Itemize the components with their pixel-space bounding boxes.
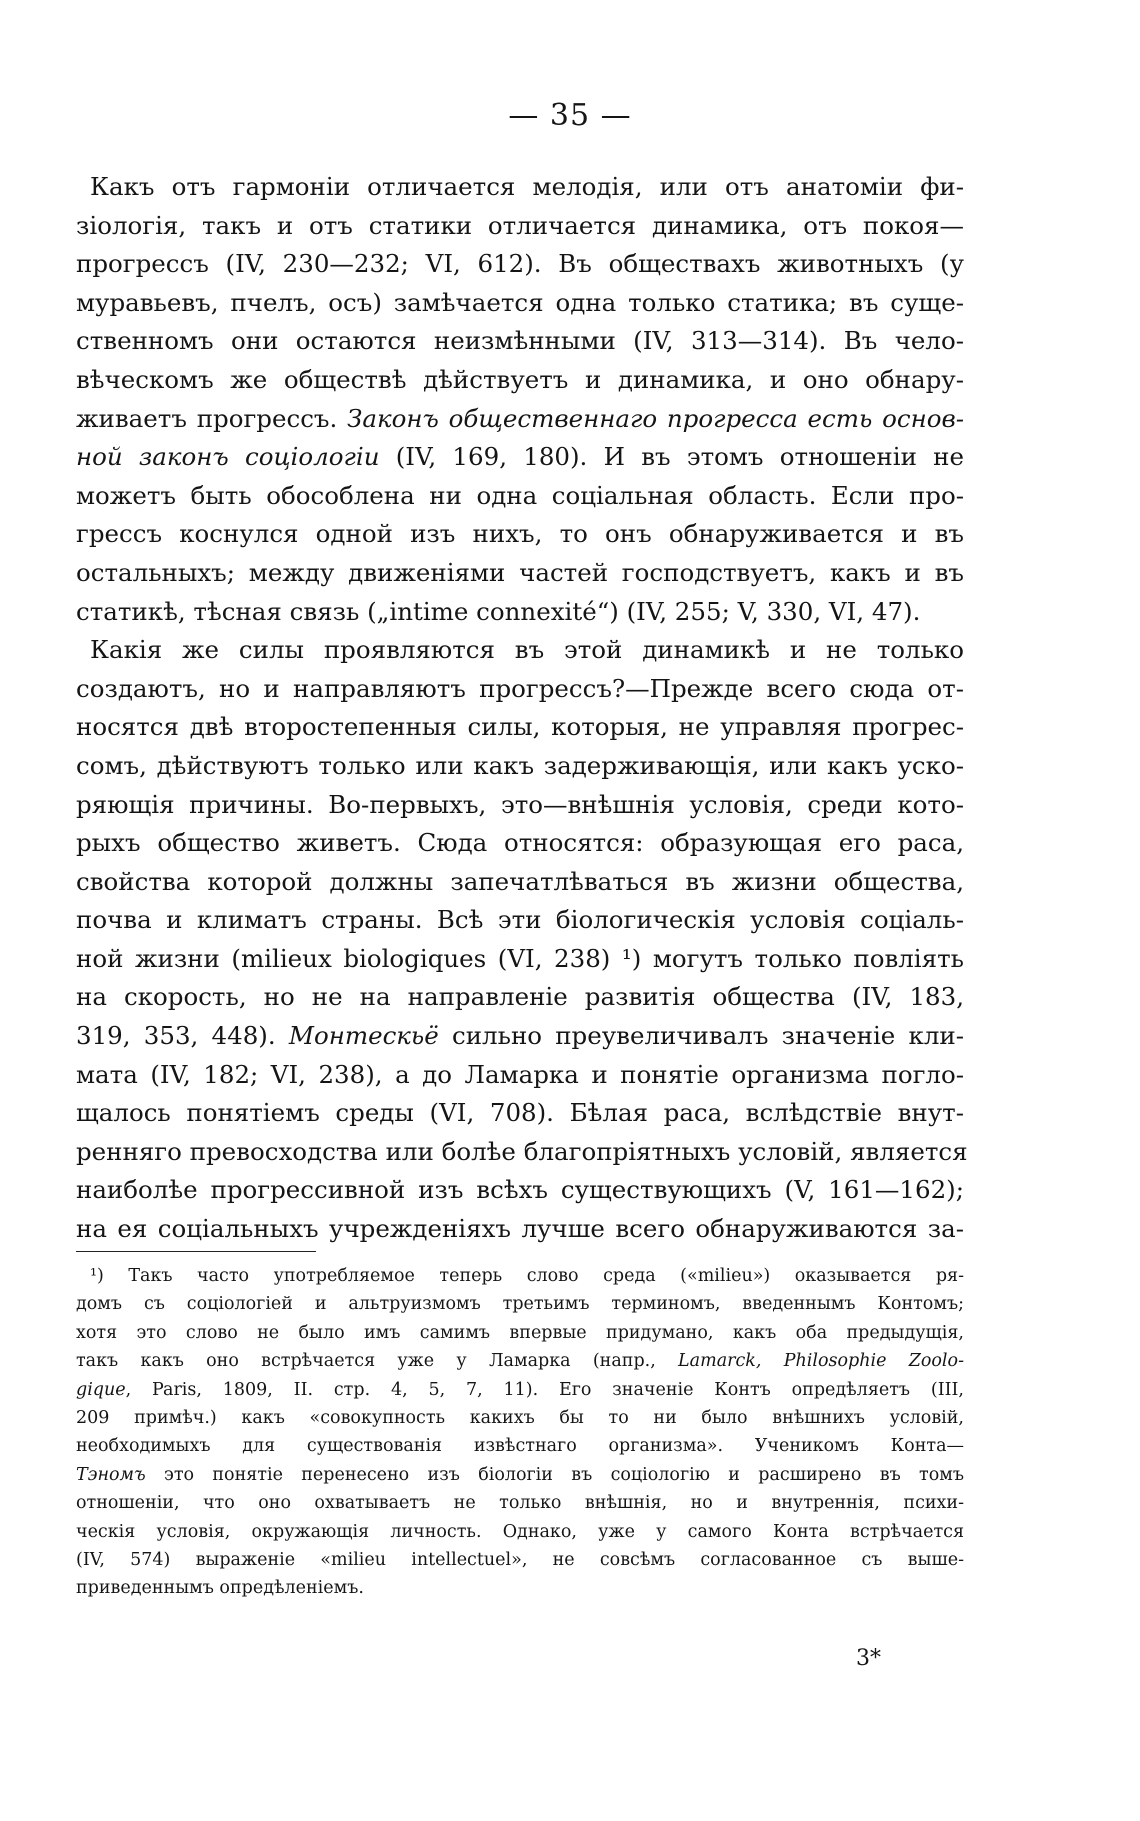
text-segment: сильно преувеличивалъ значеніе кли- — [451, 1021, 964, 1051]
text-segment: (IV, 169, 180). И въ этомъ отношеніи не — [395, 442, 964, 472]
text-line: можетъ быть обособлена ни одна соціальная область. Если про- — [76, 480, 964, 510]
footnote-line — [76, 1376, 964, 1404]
text-line — [76, 1017, 964, 1056]
emphasis-segment: Монтескьё — [288, 1021, 439, 1051]
footnote-line: отношеніи, что оно охватываетъ не только внѣшнія, но и внутреннія, психи- — [76, 1493, 964, 1514]
footnote-line — [76, 1461, 964, 1489]
footnotes — [76, 1262, 964, 1603]
text-line: свойства которой должны запечатлѣваться въ жизни общества, — [76, 866, 964, 896]
page-number: — 35 — — [508, 98, 632, 133]
footnote-line: необходимыхъ для существованія извѣстнаго организма». Ученикомъ Конта— — [76, 1436, 964, 1457]
emphasis-segment: ной законъ соціологіи — [76, 442, 380, 472]
footnote-segment: это понятіе перенесено изъ біологіи въ соціологію и расширено въ томъ — [164, 1464, 964, 1485]
footnote-emphasis: Lamarck, Philosophie Zoolo- — [678, 1351, 964, 1372]
text-line: прогрессъ (IV, 230—232; VI, 612). Въ обществахъ животныхъ (у — [76, 249, 964, 279]
signature-mark: 3* — [856, 1646, 881, 1671]
text-line: носятся двѣ второстепенныя силы, которыя, не управляя прогрес- — [76, 712, 964, 742]
text-line: создаютъ, но и направляютъ прогрессъ?—Прежде всего сюда от- — [76, 673, 964, 703]
text-line: щалось понятіемъ среды (VI, 708). Бѣлая раса, вслѣдствіе внут- — [76, 1098, 964, 1128]
footnote-line: 209 примѣч.) какъ «совокупность какихъ бы то ни было внѣшнихъ условій, — [76, 1407, 964, 1428]
footnote-line — [76, 1347, 964, 1375]
text-line: грессъ коснулся одной изъ нихъ, то онъ обнаруживается и въ — [76, 519, 964, 549]
footnote-line: ¹) Такъ часто употребляемое теперь слово среда («milieu») оказывается ря- — [90, 1266, 964, 1286]
footnote-line: хотя это слово не было имъ самимъ впервые придумано, какъ оба предыдущія, — [76, 1322, 964, 1343]
footnote-line: (IV, 574) выраженіе «milieu intellectuel», не совсѣмъ согласованное съ выше- — [76, 1549, 964, 1570]
text-line: ной жизни (milieux biologiques (VI, 238) ¹) могутъ только повліять — [76, 943, 964, 973]
text-segment: 319, 353, 448). — [76, 1021, 276, 1051]
text-line: статикѣ, тѣсная связь („intime connexité“) (IV, 255; V, 330, VI, 47). — [76, 596, 921, 626]
footnote-divider — [76, 1251, 316, 1252]
text-segment: живаетъ прогрессъ. — [76, 403, 338, 433]
footnote-line: приведеннымъ опредѣленіемъ. — [76, 1578, 364, 1599]
text-line — [76, 400, 964, 439]
text-line: муравьевъ, пчелъ, осъ) замѣчается одна только статика; въ суще- — [76, 287, 964, 317]
text-line: на ея соціальныхъ учрежденіяхъ лучше всего обнаруживаются за- — [76, 1214, 964, 1244]
text-line: остальныхъ; между движеніями частей господствуетъ, какъ и въ — [76, 557, 964, 587]
text-line: Какія же силы проявляются въ этой динамикѣ и не только — [90, 635, 964, 665]
text-line: наиболѣе прогрессивной изъ всѣхъ существующихъ (V, 161—162); — [76, 1175, 964, 1205]
text-line: рыхъ общество живетъ. Сюда относятся: образующая его раса, — [76, 828, 964, 858]
text-line: на скорость, но не на направленіе развитія общества (IV, 183, — [76, 982, 964, 1012]
text-line: сомъ, дѣйствуютъ только или какъ задерживающія, или какъ уско- — [76, 750, 964, 780]
footnote-line: домъ съ соціологіей и альтруизмомъ третьимъ терминомъ, введеннымъ Контомъ; — [76, 1294, 964, 1315]
text-line: зіологія, такъ и отъ статики отличается динамика, отъ покоя— — [76, 210, 964, 240]
footnote-line: ческія условія, окружающія личность. Однако, уже у самого Конта встрѣчается — [76, 1521, 964, 1542]
text-line: ряющія причины. Во-первыхъ, это—внѣшнія условія, среди кото- — [76, 789, 964, 819]
body-text — [76, 168, 968, 1249]
text-line: ренняго превосходства или болѣе благопріятныхъ условій, является — [76, 1136, 968, 1166]
footnote-segment: такъ какъ оно встрѣчается уже у Ламарка (напр., — [76, 1351, 656, 1372]
text-line — [76, 438, 964, 477]
footnote-segment: , Paris, 1809, II. стр. 4, 5, 7, 11). Его значеніе Контъ опредѣляетъ (III, — [125, 1379, 964, 1400]
text-line: Какъ отъ гармоніи отличается мелодія, или отъ анатоміи фи- — [90, 172, 964, 201]
footnote-emphasis: Тэномъ — [76, 1464, 146, 1485]
text-line: вѣческомъ же обществѣ дѣйствуетъ и динамика, и оно обнару- — [76, 364, 964, 394]
text-line: почва и климатъ страны. Всѣ эти біологическія условія соціаль- — [76, 905, 964, 935]
emphasis-segment: Законъ общественнаго прогресса есть основ- — [347, 403, 965, 433]
footnote-emphasis: gique — [76, 1379, 126, 1400]
text-line: ственномъ они остаются неизмѣнными (IV, 313—314). Въ чело- — [76, 326, 964, 356]
text-line: мата (IV, 182; VI, 238), а до Ламарка и понятіе организма погло- — [76, 1059, 964, 1089]
